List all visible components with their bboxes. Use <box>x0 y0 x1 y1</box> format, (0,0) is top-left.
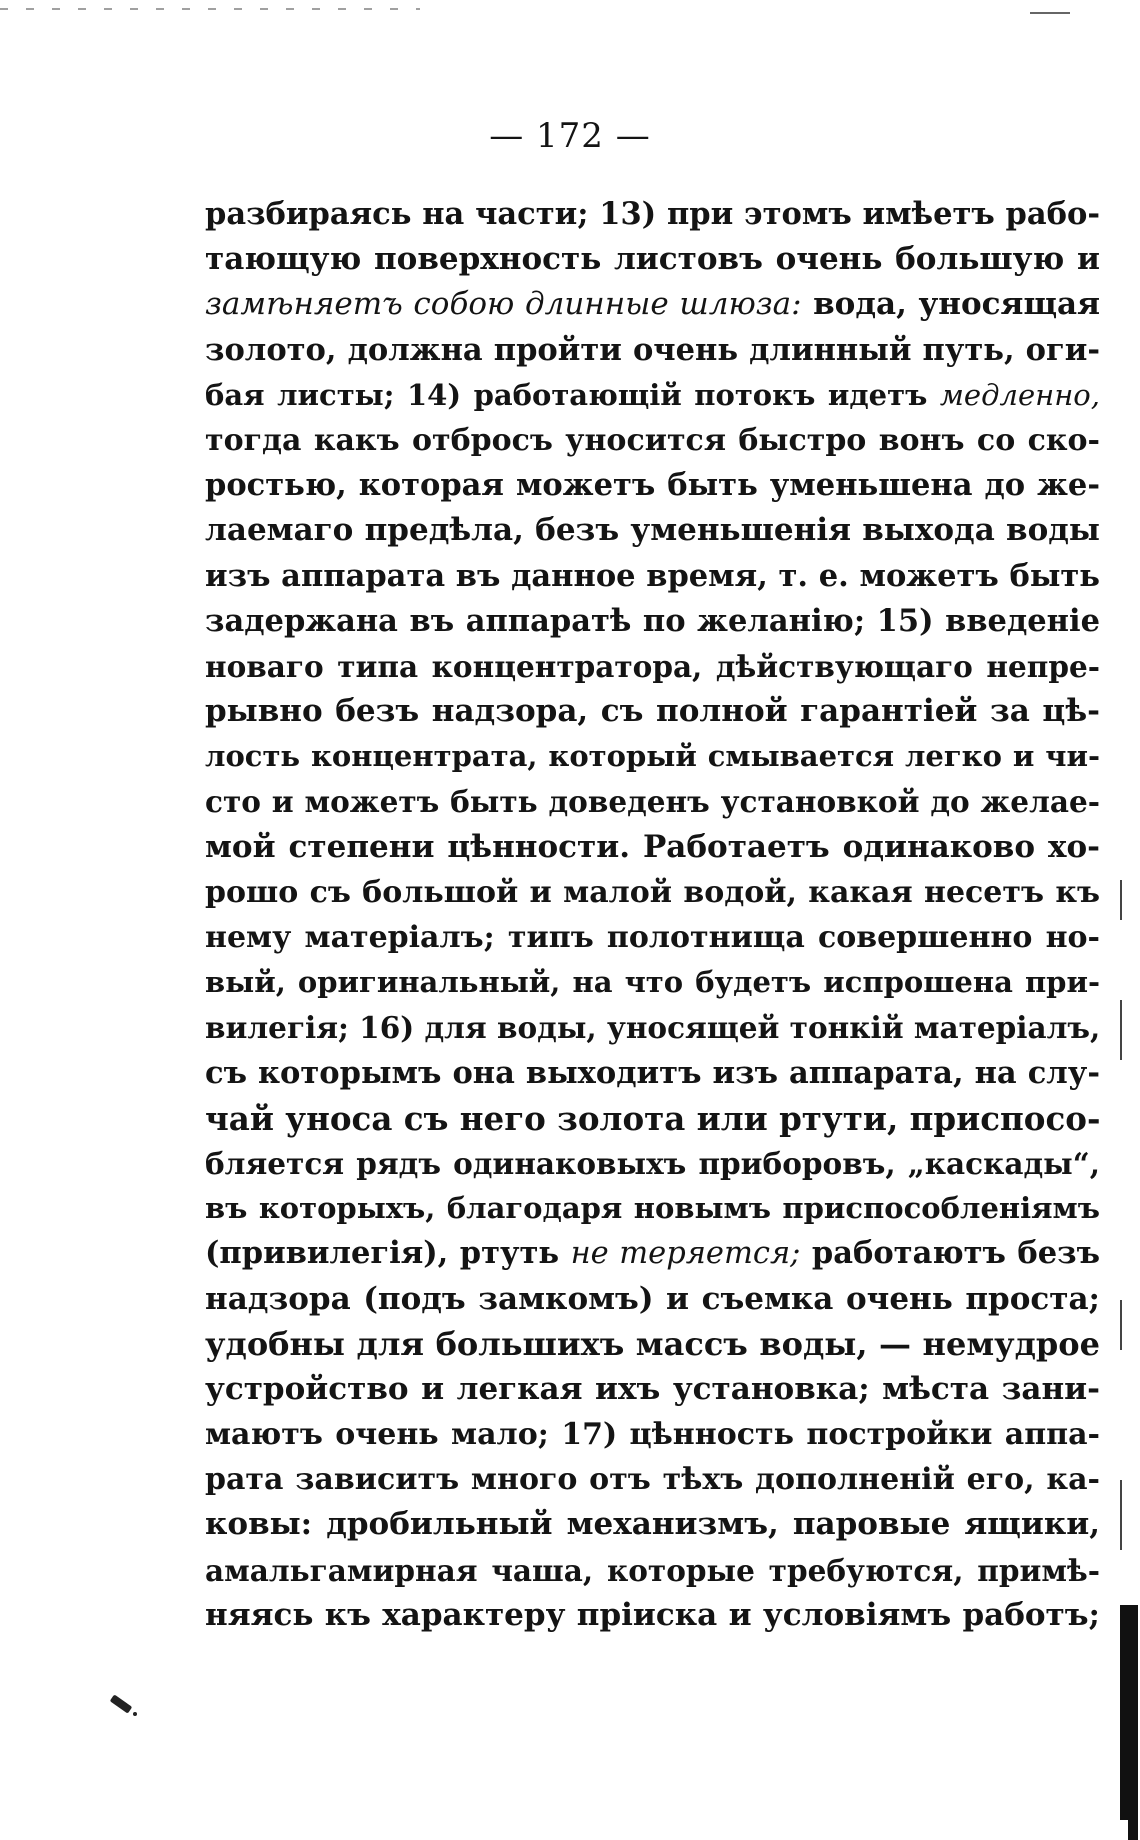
text-line-19: вилегія; 16) для воды, уносящей тонкій матеріалъ, <box>205 1010 1101 1046</box>
binding-shadow-bar-bottom <box>1128 1810 1138 1840</box>
text-line-32: няясь къ характеру пріиска и условіямъ работъ; <box>205 1596 1100 1633</box>
text-line-5 <box>205 373 1100 418</box>
scan-artifact-top-right <box>1030 12 1070 14</box>
body-text <box>205 192 1100 1638</box>
text-line-30: ковы: дробильный механизмъ, паровые ящики, <box>205 1506 1100 1543</box>
scan-artifact-top <box>0 8 420 10</box>
text-line-7: ростью, которая можетъ быть уменьшена до же- <box>205 467 1100 504</box>
text-line-9: изъ аппарата въ данное время, т. е. можетъ быть <box>205 557 1100 594</box>
text-line-4: золото, должна пройти очень длинный путь, оги- <box>205 331 1100 368</box>
text-line-2: тающую поверхность листовъ очень большую и <box>205 241 1100 278</box>
text-line-22: бляется рядъ одинаковыхъ приборовъ, „каскады“, <box>205 1145 1100 1181</box>
text-line-29: рата зависитъ много отъ тѣхъ дополненій его, ка- <box>205 1462 1100 1498</box>
text-line-23: въ которыхъ, благодаря новымъ приспособленіямъ <box>205 1191 1100 1226</box>
scan-speck <box>133 1712 137 1716</box>
margin-scan-mark <box>1120 1300 1122 1350</box>
text-line-5-start: бая листы; 14) работающій потокъ идетъ <box>205 377 940 412</box>
text-line-31: амальгамирная чаша, которые требуются, примѣ- <box>205 1552 1100 1588</box>
binding-shadow-bar <box>1120 1605 1138 1820</box>
text-line-1: разбираясь на части; 13) при этомъ имѣетъ рабо- <box>205 196 1100 232</box>
italic-phrase-2: не теряется; <box>570 1236 801 1272</box>
text-line-12: рывно безъ надзора, съ полной гарантіей за цѣ- <box>205 693 1100 730</box>
text-line-3 <box>205 282 1100 327</box>
text-line-24-post: работаютъ безъ <box>800 1235 1100 1272</box>
text-line-25: надзора (подъ замкомъ) и съемка очень проста; <box>205 1280 1100 1317</box>
text-line-13: лость концентрата, который смывается легко и чи- <box>205 739 1100 774</box>
text-line-27: устройство и легкая ихъ установка; мѣста зани- <box>205 1370 1100 1407</box>
text-line-24-pre: (привилегія), ртуть <box>205 1235 571 1272</box>
italic-phrase: замѣняетъ собою длинные шлюза: <box>205 286 802 323</box>
scan-speck <box>110 1694 133 1713</box>
text-line-11: новаго типа концентратора, дѣйствующаго непре- <box>205 648 1100 684</box>
margin-scan-mark <box>1120 1000 1122 1060</box>
text-line-15: мой степени цѣнности. Работаетъ одинаково хо- <box>205 828 1100 865</box>
text-line-18: вый, оригинальный, на что будетъ испрошена при- <box>205 965 1100 1000</box>
text-line-8: лаемаго предѣла, безъ уменьшенія выхода воды <box>205 512 1100 549</box>
text-line-16: рошо съ большой и малой водой, какая несетъ къ <box>205 874 1100 910</box>
text-line-6: тогда какъ отбросъ уносится быстро вонъ со ско- <box>205 422 1100 458</box>
text-line-28: маютъ очень мало; 17) цѣнность постройки аппа- <box>205 1417 1100 1453</box>
text-line-26: удобны для большихъ массъ воды, — немудрое <box>205 1324 1100 1363</box>
text-line-24 <box>205 1231 1100 1276</box>
text-line-14: сто и можетъ быть доведенъ установкой до желае- <box>205 784 1100 820</box>
text-line-17: нему матеріалъ; типъ полотнища совершенно но- <box>205 920 1100 955</box>
margin-scan-mark <box>1120 880 1122 920</box>
text-line-20: съ которымъ она выходитъ изъ аппарата, на слу- <box>205 1054 1100 1091</box>
margin-scan-mark <box>1120 1480 1122 1550</box>
text-line-3-rest: вода, уносящая <box>801 286 1100 323</box>
text-line-21: чай уноса съ него золота или ртути, приспосо- <box>205 1098 1101 1138</box>
text-line-10: задержана въ аппаратѣ по желанію; 15) введеніе <box>205 602 1100 639</box>
page-number: — 172 — <box>489 116 651 156</box>
italic-word: медленно, <box>939 377 1100 412</box>
